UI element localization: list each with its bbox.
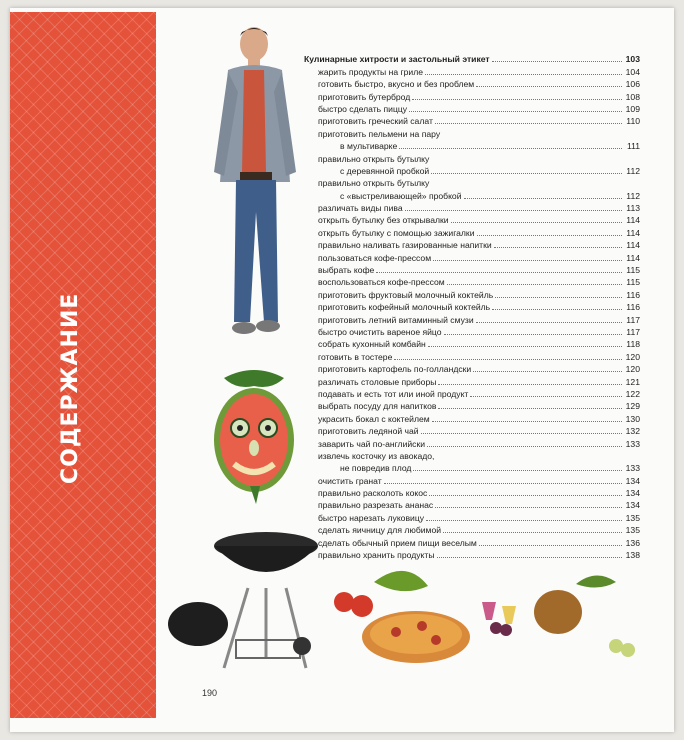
toc-leader-dots: [394, 359, 622, 360]
toc-entry-page: 114: [626, 240, 640, 251]
man-illustration: [206, 22, 306, 342]
toc-leader-dots: [425, 74, 622, 75]
toc-entry-text: готовить быстро, вкусно и без проблем: [318, 79, 475, 90]
toc-entry-text: правильно расколоть кокос: [318, 488, 428, 499]
toc-entry-page: 103: [625, 54, 640, 65]
page-number: 190: [202, 688, 218, 698]
toc-entry-page: 136: [625, 537, 640, 548]
toc-entry-text: подавать и есть тот или иной продукт: [318, 388, 469, 399]
toc-entry-text: выбрать посуду для напитков: [318, 401, 437, 412]
toc-entry-text: жарить продукты на гриле: [318, 66, 424, 77]
toc-entry: [304, 461, 640, 473]
toc-entry-page: 116: [626, 302, 640, 313]
toc-leader-dots: [409, 111, 622, 112]
toc-leader-dots: [477, 235, 623, 236]
toc-entry-text: различать виды пива: [318, 203, 403, 214]
toc-entry: [304, 213, 640, 225]
toc-entry: [304, 77, 640, 89]
toc-entry: [304, 89, 640, 101]
toc-entry-text: собрать кухонный комбайн: [318, 339, 426, 350]
toc-entry-text: открыть бутылку без открывалки: [318, 215, 449, 226]
toc-entry-page: 120: [625, 351, 640, 362]
toc-leader-dots: [473, 371, 622, 372]
toc-entry-page: 130: [625, 413, 640, 424]
toc-entry: [304, 548, 640, 560]
toc-entry-text: воспользоваться кофе-прессом: [318, 277, 445, 288]
toc-entry: [304, 176, 640, 188]
toc-entry-text: с «выстреливающей» пробкой: [340, 190, 462, 201]
sidebar-title: СОДЕРЖАНИЕ: [58, 292, 83, 484]
toc-entry-page: 120: [625, 364, 640, 375]
toc-entry-text: пользоваться кофе-прессом: [318, 252, 432, 263]
toc-entry: [304, 498, 640, 510]
toc-leader-dots: [399, 148, 622, 149]
toc-entry: [304, 387, 640, 399]
toc-entry-text: с деревянной пробкой: [340, 165, 430, 176]
toc-leader-dots: [494, 247, 622, 248]
toc-entry-page: 117: [626, 314, 640, 325]
sidebar-band: [10, 12, 156, 718]
toc-entry: [304, 151, 640, 163]
toc-entry-text: приготовить пельмени на пару: [318, 128, 441, 139]
toc-entry: [304, 102, 640, 114]
toc-entry-page: 118: [626, 339, 640, 350]
toc-entry-page: 116: [626, 289, 640, 300]
toc-leader-dots: [433, 260, 622, 261]
toc-entry-page: 122: [625, 388, 640, 399]
toc-entry-text: приготовить летний витаминный смузи: [318, 314, 474, 325]
toc-entry-page: 112: [626, 190, 640, 201]
toc-entry: [304, 300, 640, 312]
toc-entry: [304, 325, 640, 337]
toc-entry-page: 112: [626, 165, 640, 176]
toc-leader-dots: [429, 495, 622, 496]
toc-entry-text: приготовить бутерброд: [318, 91, 411, 102]
toc-entry-text: в мультиварке: [340, 141, 398, 152]
toc-leader-dots: [435, 507, 622, 508]
toc-entry-text: извлечь косточку из авокадо,: [318, 450, 435, 461]
toc-leader-dots: [470, 396, 622, 397]
toc-leader-dots: [476, 86, 622, 87]
toc-entry-text: приготовить греческий салат: [318, 116, 433, 127]
toc-entry-page: 133: [625, 438, 640, 449]
toc-entry-text: не повредив плод: [340, 463, 412, 474]
toc-entry: [304, 164, 640, 176]
toc-entry: [304, 312, 640, 324]
toc-leader-dots: [495, 297, 622, 298]
toc-entry: [304, 201, 640, 213]
toc-entry-text: правильно открыть бутылку: [318, 153, 430, 164]
toc-entry-page: 134: [625, 500, 640, 511]
toc-leader-dots: [405, 210, 622, 211]
toc-leader-dots: [476, 322, 622, 323]
toc-entry-text: сделать яичницу для любимой: [318, 525, 442, 536]
toc-entry: [304, 337, 640, 349]
toc-entry: [304, 349, 640, 361]
toc-leader-dots: [376, 272, 622, 273]
toc-entry-page: 132: [625, 426, 640, 437]
toc-entry-text: Кулинарные хитрости и застольный этикет: [304, 54, 490, 65]
toc-entry-text: приготовить кофейный молочный коктейль: [318, 302, 491, 313]
toc-entry-page: 109: [625, 103, 640, 114]
toc-leader-dots: [384, 483, 622, 484]
toc-leader-dots: [492, 61, 622, 62]
toc-leader-dots: [492, 309, 622, 310]
toc-entry-text: приготовить ледяной чай: [318, 426, 419, 437]
toc-entry-text: приготовить картофель по-голландски: [318, 364, 472, 375]
toc-entry: [304, 114, 640, 126]
toc-entry-page: 108: [625, 91, 640, 102]
toc-entry: [304, 287, 640, 299]
toc-entry: [304, 64, 640, 76]
toc-entry-text: быстро очистить вареное яйцо: [318, 326, 442, 337]
toc-entry-text: быстро нарезать луковицу: [318, 512, 425, 523]
toc-entry: [304, 275, 640, 287]
toc-entry: [304, 399, 640, 411]
toc-entry-page: 134: [625, 488, 640, 499]
toc-entry-page: 121: [625, 376, 640, 387]
toc-entry: [304, 411, 640, 423]
toc-entry: [304, 535, 640, 547]
toc-entry-text: заварить чай по-английски: [318, 438, 426, 449]
toc-entry: [304, 238, 640, 250]
toc-leader-dots: [443, 532, 622, 533]
toc-leader-dots: [421, 433, 622, 434]
toc-entry-page: 106: [625, 79, 640, 90]
toc-entry-page: 133: [625, 463, 640, 474]
toc-entry: [304, 362, 640, 374]
toc-entry: [304, 486, 640, 498]
toc-entry-text: правильно хранить продукты: [318, 550, 435, 561]
toc-entry: [304, 188, 640, 200]
toc-leader-dots: [431, 173, 622, 174]
toc-entry-page: 114: [626, 252, 640, 263]
toc-leader-dots: [435, 123, 622, 124]
toc-entry-text: сделать обычный прием пищи веселым: [318, 537, 477, 548]
toc-entry-page: 114: [626, 227, 640, 238]
toc-entry-text: украсить бокал с коктейлем: [318, 413, 430, 424]
toc-leader-dots: [479, 545, 622, 546]
toc-entry: [304, 424, 640, 436]
toc-entry-page: 115: [626, 265, 640, 276]
toc-entry: [304, 250, 640, 262]
toc-leader-dots: [427, 446, 622, 447]
toc-entry-page: 110: [626, 116, 640, 127]
toc-entry-text: открыть бутылку с помощью зажигалки: [318, 227, 475, 238]
toc-entry-page: 104: [625, 66, 640, 77]
toc-entry: [304, 510, 640, 522]
table-of-contents: [304, 52, 640, 560]
toc-entry-page: 129: [625, 401, 640, 412]
toc-entry: [304, 436, 640, 448]
toc-entry: [304, 126, 640, 138]
toc-entry: [304, 449, 640, 461]
toc-leader-dots: [444, 334, 622, 335]
toc-entry: [304, 225, 640, 237]
toc-entry-text: правильно разрезать ананас: [318, 500, 434, 511]
toc-leader-dots: [464, 198, 622, 199]
toc-entry-page: 115: [626, 277, 640, 288]
toc-leader-dots: [437, 557, 623, 558]
toc-leader-dots: [438, 384, 622, 385]
toc-leader-dots: [451, 222, 622, 223]
toc-entry-page: 113: [626, 203, 640, 214]
toc-entry-text: различать столовые приборы: [318, 376, 437, 387]
grill-illustration: [166, 528, 326, 678]
toc-entry-text: быстро сделать пиццу: [318, 103, 408, 114]
toc-leader-dots: [438, 408, 622, 409]
toc-entry-text: приготовить фруктовый молочный коктейль: [318, 289, 494, 300]
toc-leader-dots: [428, 346, 622, 347]
toc-entry-text: очистить гранат: [318, 475, 382, 486]
toc-entry: [304, 374, 640, 386]
food-illustration: [326, 562, 656, 672]
toc-entry-text: правильно открыть бутылку: [318, 178, 430, 189]
toc-entry-page: 135: [625, 525, 640, 536]
toc-leader-dots: [426, 520, 622, 521]
watermelon-face-illustration: [206, 368, 302, 508]
toc-entry: [304, 139, 640, 151]
toc-entry-text: готовить в тостере: [318, 351, 393, 362]
toc-entry-page: 111: [626, 141, 640, 152]
toc-leader-dots: [413, 470, 622, 471]
toc-entry-page: 138: [625, 550, 640, 561]
toc-leader-dots: [432, 421, 622, 422]
toc-entry: [304, 263, 640, 275]
toc-entry: [304, 473, 640, 485]
toc-entry-text: правильно наливать газированные напитки: [318, 240, 492, 251]
toc-entry-page: 134: [625, 475, 640, 486]
toc-entry-text: выбрать кофе: [318, 265, 375, 276]
toc-leader-dots: [447, 284, 622, 285]
toc-entry-page: 135: [625, 512, 640, 523]
toc-entry: [304, 523, 640, 535]
toc-entry-page: 117: [626, 326, 640, 337]
toc-entry: [304, 52, 640, 64]
toc-entry-page: 114: [626, 215, 640, 226]
toc-leader-dots: [412, 99, 622, 100]
